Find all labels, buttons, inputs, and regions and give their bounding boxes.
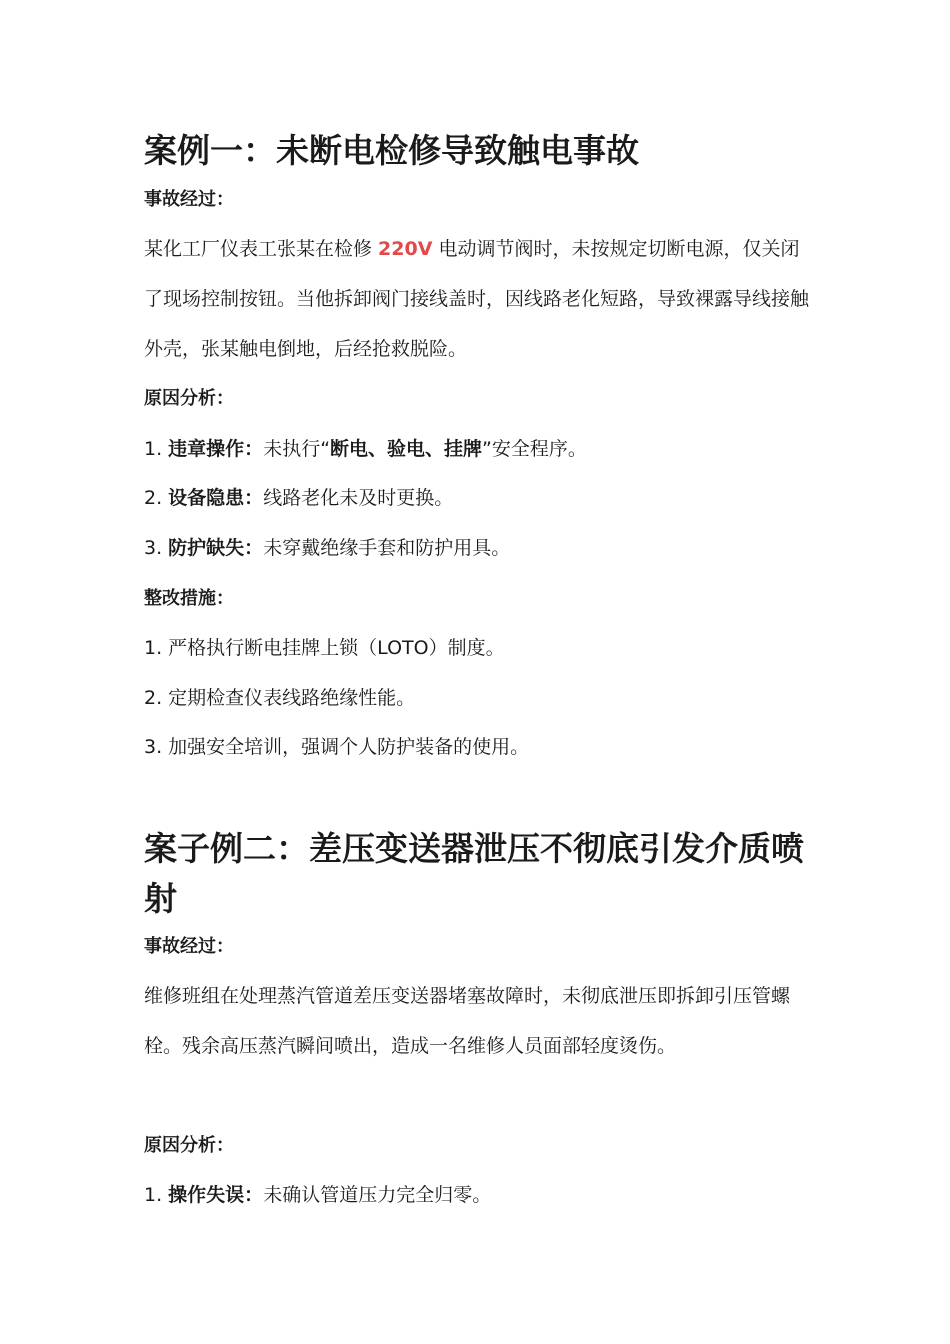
list-number: 1.	[144, 438, 169, 460]
case2-title: 案子例二：差压变送器泄压不彻底引发介质喷射	[144, 829, 804, 918]
cause-title: 防护缺失：	[168, 537, 264, 559]
case1-process-text	[144, 224, 816, 374]
cause-text: 线路老化未及时更换。	[263, 487, 454, 509]
cause-text: 未确认管道压力完全归零。	[263, 1184, 492, 1206]
case2-process-text: 维修班组在处理蒸汽管道差压变送器堵塞故障时，未彻底泄压即拆卸引压管螺栓。残余高压蒸汽瞬间喷出，造成一名维修人员面部轻度烫伤。	[144, 985, 791, 1057]
cause-text: 未执行“	[263, 438, 331, 460]
list-number: 2.	[144, 487, 169, 509]
case1-process-label: 事故经过：	[144, 189, 234, 210]
cause-emphasis: 断电、验电、挂牌	[330, 438, 483, 460]
case1-cause-3	[144, 534, 510, 562]
cause-text: 未穿戴绝缘手套和防护用具。	[263, 537, 511, 559]
case1-process-pre: 某化工厂仪表工张某在检修	[144, 238, 379, 260]
case2-cause-1	[144, 1181, 491, 1209]
case1-fix-3: 3. 加强安全培训，强调个人防护装备的使用。	[144, 736, 530, 758]
list-number: 3.	[144, 537, 169, 559]
cause-text: ”安全程序。	[482, 438, 587, 460]
list-number: 1.	[144, 1184, 169, 1206]
cause-title: 操作失误：	[168, 1184, 264, 1206]
voltage-highlight: 220V	[378, 238, 433, 260]
case1-title: 案例一：未断电检修导致触电事故	[144, 131, 639, 170]
case1-fix-2: 2. 定期检查仪表线路绝缘性能。	[144, 687, 416, 709]
case1-fix-label: 整改措施：	[144, 588, 234, 609]
case1-cause-1	[144, 435, 587, 463]
case1-process-post: 电动调节阀时，未按规定切断电源，仅关闭了现场控制按钮。当他拆卸阀门接线盖时，因线路老化短路，导致裸露导线接触外壳，张某触电倒地，后经抢救脱险。	[144, 238, 810, 360]
cause-title: 设备隐患：	[168, 487, 264, 509]
case1-cause-2	[144, 484, 453, 512]
case1-cause-label: 原因分析：	[144, 388, 234, 409]
case1-fix-1: 1. 严格执行断电挂牌上锁（LOTO）制度。	[144, 637, 505, 659]
case2-process-label: 事故经过：	[144, 936, 234, 957]
case2-cause-label: 原因分析：	[144, 1135, 234, 1156]
cause-title: 违章操作：	[168, 438, 264, 460]
